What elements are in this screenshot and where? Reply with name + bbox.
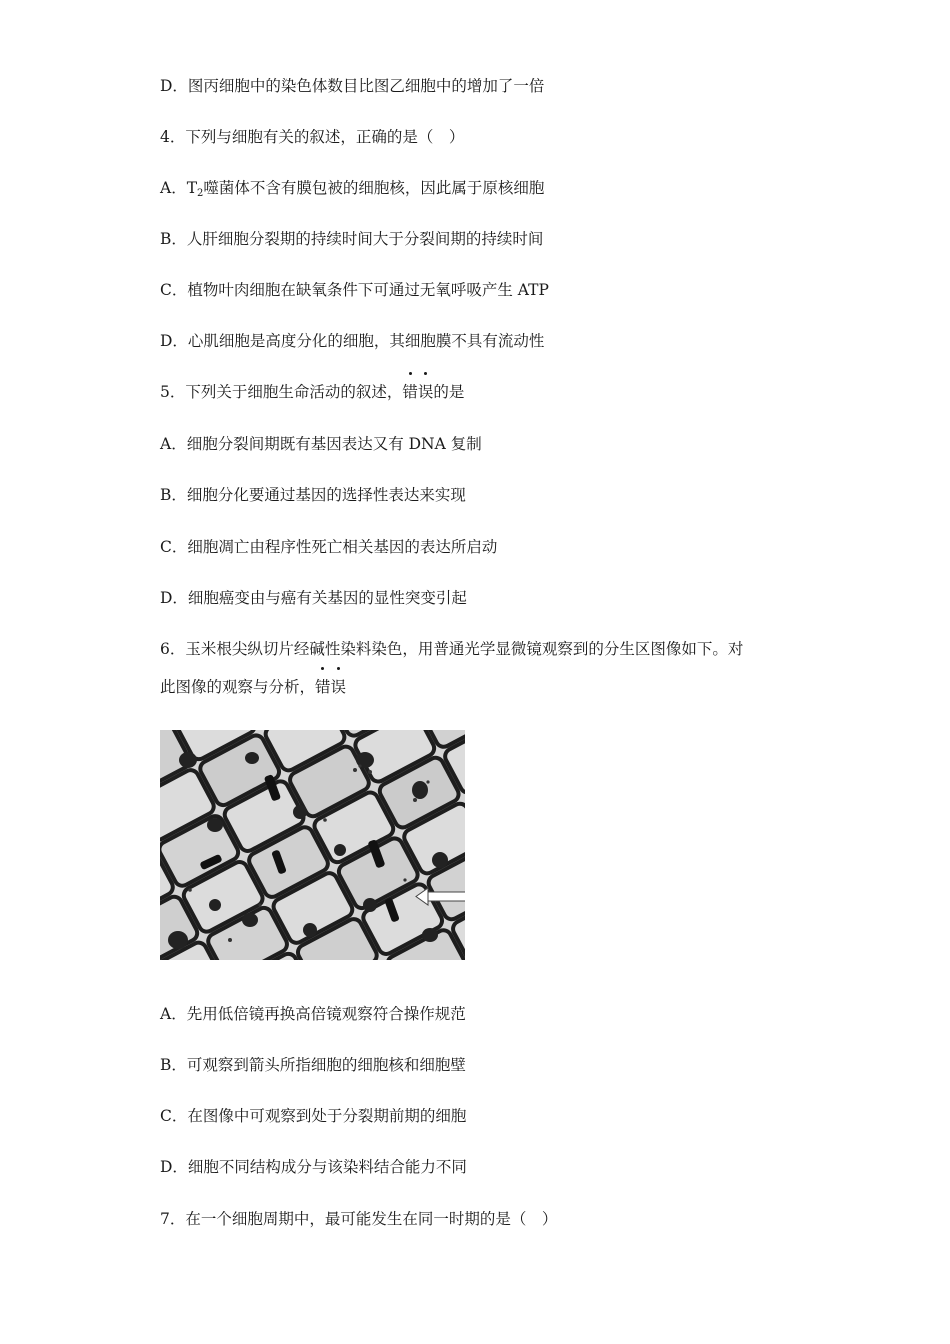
root-tip-micrograph [160, 730, 465, 960]
q7-stem: 7．在一个细胞周期中，最可能发生在同一时期的是（ ） [160, 1210, 558, 1228]
q6-option-c: C．在图像中可观察到处于分裂期前期的细胞 [160, 1107, 467, 1125]
q5-emphasis-char-1 [402, 382, 418, 402]
q5-emphasis-char-2 [418, 382, 434, 402]
q6-emphasis-char-1 [315, 677, 331, 697]
q5-stem-suffix: 的是 [433, 383, 465, 401]
q6-stem-prefix: 此图像的观察与分析， [160, 678, 316, 696]
emphasis-dot [337, 667, 340, 670]
q6-stem-line-1: 6．玉米根尖纵切片经碱性染料染色，用普通光学显微镜观察到的分生区图像如下。对 [160, 640, 744, 658]
q5-emphasis-text-1: 错 [402, 383, 418, 401]
q6-stem-line-2 [160, 677, 346, 697]
q4-stem: 4．下列与细胞有关的叙述，正确的是（ ） [160, 128, 465, 146]
q4-option-a-prefix: A．T [160, 179, 198, 197]
q3-option-d: D．图丙细胞中的染色体数目比图乙细胞中的增加了一倍 [160, 77, 545, 95]
q5-option-b: B．细胞分化要通过基因的选择性表达来实现 [160, 486, 466, 504]
q5-option-d: D．细胞癌变由与癌有关基因的显性突变引起 [160, 589, 467, 607]
q6-option-b: B．可观察到箭头所指细胞的细胞核和细胞壁 [160, 1056, 466, 1074]
q5-emphasis-text-2: 误 [417, 383, 434, 401]
q5-stem [160, 382, 464, 402]
q6-emphasis-text-1: 错 [315, 678, 331, 696]
q4-option-a [160, 178, 544, 204]
q4-option-d: D．心肌细胞是高度分化的细胞，其细胞膜不具有流动性 [160, 332, 545, 350]
q6-emphasis-text-2: 误 [330, 678, 347, 696]
q6-option-a: A．先用低倍镜再换高倍镜观察符合操作规范 [160, 1005, 466, 1023]
q4-option-a-text: 噬菌体不含有膜包被的细胞核，因此属于原核细胞 [203, 179, 545, 197]
q5-option-a: A．细胞分裂间期既有基因表达又有 DNA 复制 [160, 435, 482, 453]
emphasis-dot [424, 372, 427, 375]
q4-option-c: C．植物叶肉细胞在缺氧条件下可通过无氧呼吸产生 ATP [160, 281, 549, 299]
q5-stem-prefix: 5．下列关于细胞生命活动的叙述， [160, 383, 403, 401]
q5-option-c: C．细胞凋亡由程序性死亡相关基因的表达所启动 [160, 538, 498, 556]
q6-emphasis-char-2 [331, 677, 347, 697]
q4-option-a-subscript: 2 [197, 188, 204, 199]
emphasis-dot [321, 667, 324, 670]
q4-option-b: B．人肝细胞分裂期的持续时间大于分裂间期的持续时间 [160, 230, 544, 248]
emphasis-dot [409, 372, 412, 375]
q6-option-d: D．细胞不同结构成分与该染料结合能力不同 [160, 1158, 467, 1176]
